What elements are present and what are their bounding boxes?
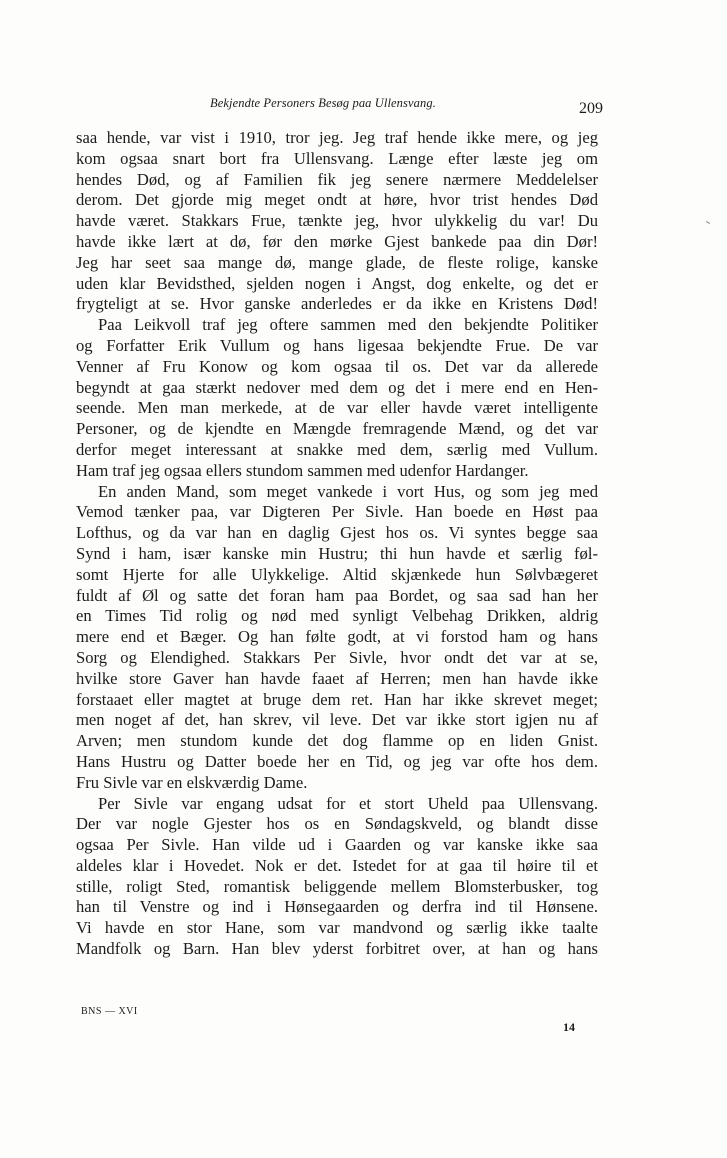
text-line: hvilke store Gaver han havde faaet af Herren; men han havde ikke — [76, 668, 598, 688]
printer-signature: BNS — XVI — [81, 1006, 138, 1017]
text-line: Sorg og Elendighed. Stakkars Per Sivle, hvor ondt det var at se, — [76, 647, 598, 667]
text-line: somt Hjerte for alle Ulykkelige. Altid skjænkede hun Sølvbægeret — [76, 564, 598, 584]
text-line: Synd i ham, især kanske min Hustru; thi hun havde et særlig føl- — [76, 543, 598, 563]
text-line: uden klar Bevidsthed, sjelden nogen i Angst, dog enkelte, og det er — [76, 273, 598, 293]
text-line: Paa Leikvoll traf jeg oftere sammen med den bekjendte Politiker — [98, 315, 598, 335]
text-line: fuldt af Øl og satte det foran ham paa Bordet, og saa sad han her — [76, 585, 598, 605]
body-text — [76, 128, 598, 960]
text-line: derom. Det gjorde mig meget ondt at høre, hvor trist hendes Død — [76, 190, 598, 210]
text-line: Hans Hustru og Datter boede her en Tid, og jeg var ofte hos dem. — [76, 751, 598, 771]
text-line: Mandfolk og Barn. Han blev yderst forbitret over, at han og hans — [76, 939, 598, 959]
text-line: aldeles klar i Hovedet. Nok er det. Istedet for at gaa til høire til et — [76, 855, 598, 875]
text-line: Personer, og de kjendte en Mængde fremragende Mænd, og det var — [76, 419, 598, 439]
text-line: en Times Tid rolig og nød med synligt Velbehag Drikken, aldrig — [76, 606, 598, 626]
text-line: men noget af det, han skrev, vil leve. Det var ikke stort igjen nu af — [76, 710, 598, 730]
text-line: En anden Mand, som meget vankede i vort Hus, og som jeg med — [98, 481, 598, 501]
text-line: Arven; men stundom kunde det dog flamme op en liden Gnist. — [76, 731, 598, 751]
text-line: Fru Sivle var en elskværdig Dame. — [76, 772, 308, 792]
text-line: begyndt at gaa stærkt nedover med dem og det i mere end en Hen- — [76, 377, 598, 397]
page-number: 209 — [579, 100, 603, 117]
text-line: mere end et Bæger. Og han følte godt, at vi forstod ham og hans — [76, 627, 598, 647]
text-line: frygteligt at se. Hvor ganske anderledes er da ikke en Kristens Død! — [76, 294, 598, 314]
text-line: Vi havde en stor Hane, som var mandvond og særlig ikke taalte — [76, 918, 598, 938]
text-line: Venner af Fru Konow og kom ogsaa til os. Det var da allerede — [76, 356, 598, 376]
running-head: Bekjendte Personers Besøg paa Ullensvang. — [210, 96, 436, 110]
text-line: ogsaa Per Sivle. Han vilde ud i Gaarden og var kanske ikke saa — [76, 835, 598, 855]
text-line: seende. Men man merkede, at de var eller havde været intelligente — [76, 398, 598, 418]
text-line: derfor meget interessant at snakke med dem, særlig med Vullum. — [76, 439, 598, 459]
text-line: forstaaet eller magtet at bruge dem ret. Han har ikke skrevet meget; — [76, 689, 598, 709]
text-line: saa hende, var vist i 1910, tror jeg. Jeg traf hende ikke mere, og jeg — [76, 128, 598, 147]
text-line: Per Sivle var engang udsat for et stort Uheld paa Ullensvang. — [98, 793, 598, 813]
text-line: Lofthus, og da var han en daglig Gjest hos os. Vi syntes begge saa — [76, 523, 598, 543]
text-line: kom ogsaa snart bort fra Ullensvang. Længe efter læste jeg om — [76, 148, 598, 168]
sheet-number: 14 — [563, 1020, 575, 1034]
text-line: havde været. Stakkars Frue, tænkte jeg, hvor ulykkelig du var! Du — [76, 211, 598, 231]
text-line: hendes Død, og af Familien fik jeg senere nærmere Meddelelser — [76, 169, 598, 189]
text-line: stille, roligt Sted, romantisk beliggende mellem Blomsterbusker, tog — [76, 876, 598, 896]
text-line: Jeg har seet saa mange dø, mange glade, de fleste rolige, kanske — [76, 252, 598, 272]
text-line: han til Venstre og ind i Hønsegaarden og derfra ind til Hønsene. — [76, 897, 598, 917]
text-line: Vemod tænker paa, var Digteren Per Sivle. Han boede en Høst paa — [76, 502, 598, 522]
text-line: Der var nogle Gjester hos os en Søndagskveld, og blandt disse — [76, 814, 598, 834]
text-line: havde ikke lært at dø, før den mørke Gjest bankede paa din Dør! — [76, 231, 598, 251]
margin-mark — [706, 221, 710, 224]
text-line: Ham traf jeg ogsaa ellers stundom sammen med udenfor Hardanger. — [76, 460, 529, 480]
text-line: og Forfatter Erik Vullum og hans ligesaa bekjendte Frue. De var — [76, 335, 598, 355]
